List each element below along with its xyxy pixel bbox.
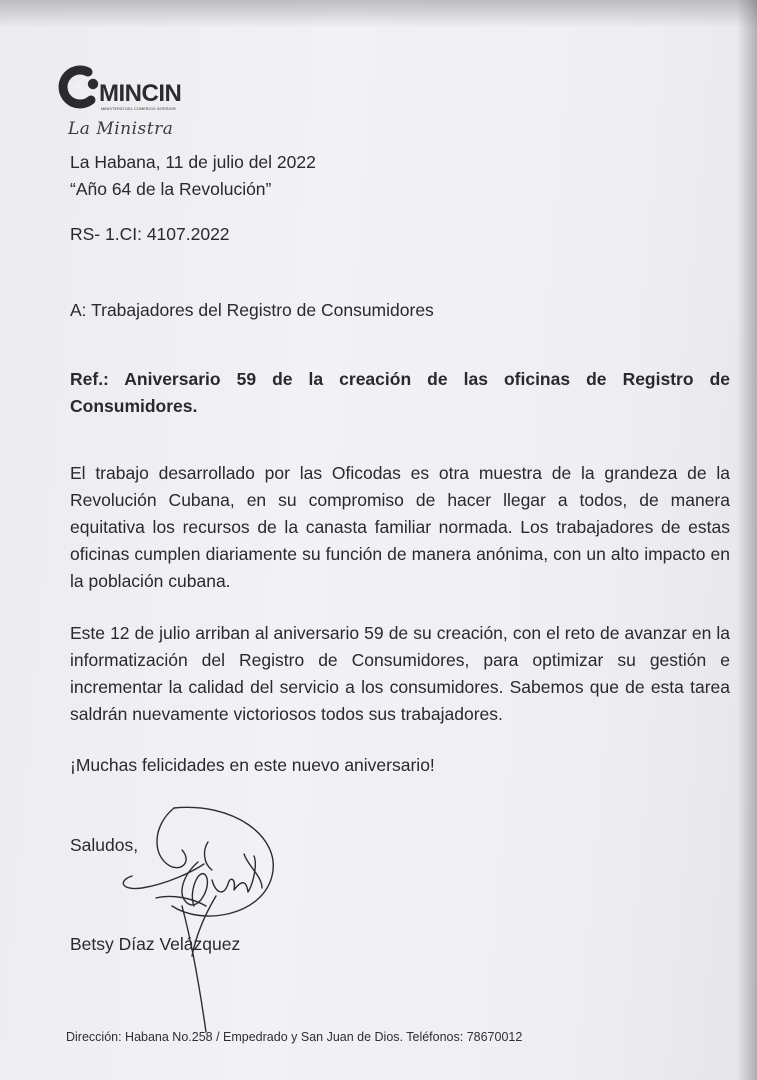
logo-wordmark: MINCIN: [99, 80, 182, 107]
reference-code: RS- 1.CI: 4107.2022: [70, 224, 230, 244]
page-top-shadow: [0, 0, 757, 28]
body-paragraph: El trabajo desarrollado por las Oficodas es otra muestra de la grandeza de la Revolución Cubana, en su compromiso de hacer llegar a todos, de manera equitativa los recursos de la canasta familiar normada. Los trabajadores de estas oficinas cumplen diariamente su función de manera anónima, con un alto impacto en la población cubana.: [70, 463, 730, 591]
page-right-shadow: [737, 0, 757, 1080]
signature-title: La Ministra: [68, 119, 174, 139]
greeting: ¡Muchas felicidades en este nuevo aniversario!: [70, 755, 435, 775]
recipient: A: Trabajadores del Registro de Consumidores: [70, 300, 434, 320]
motto: “Año 64 de la Revolución”: [70, 179, 272, 199]
handwritten-signature-icon: [112, 806, 312, 1034]
place-date: La Habana, 11 de julio del 2022: [70, 152, 316, 172]
logo-subtext: MINISTERIO DEL COMERCIO INTERIOR: [101, 107, 176, 111]
body-paragraph: Este 12 de julio arriban al aniversario 59 de su creación, con el reto de avanzar en la informatización del Registro de Consumidores, para optimizar su gestión e incrementar la calidad del servicio a los consumidores. Sabemos que de esta tarea saldrán nuevamente victoriosos todos sus trabajadores.: [70, 623, 730, 724]
mincin-logo-mark-icon: [57, 64, 103, 110]
signer-name: Betsy Díaz Velázquez: [70, 934, 241, 954]
mincin-logo: [57, 64, 197, 116]
footer-address: Dirección: Habana No.258 / Empedrado y San Juan de Dios. Teléfonos: 78670012: [66, 1030, 523, 1044]
subject-line: Ref.: Aniversario 59 de la creación de las oficinas de Registro de Consumidores.: [70, 369, 730, 416]
closing: Saludos,: [70, 835, 139, 855]
